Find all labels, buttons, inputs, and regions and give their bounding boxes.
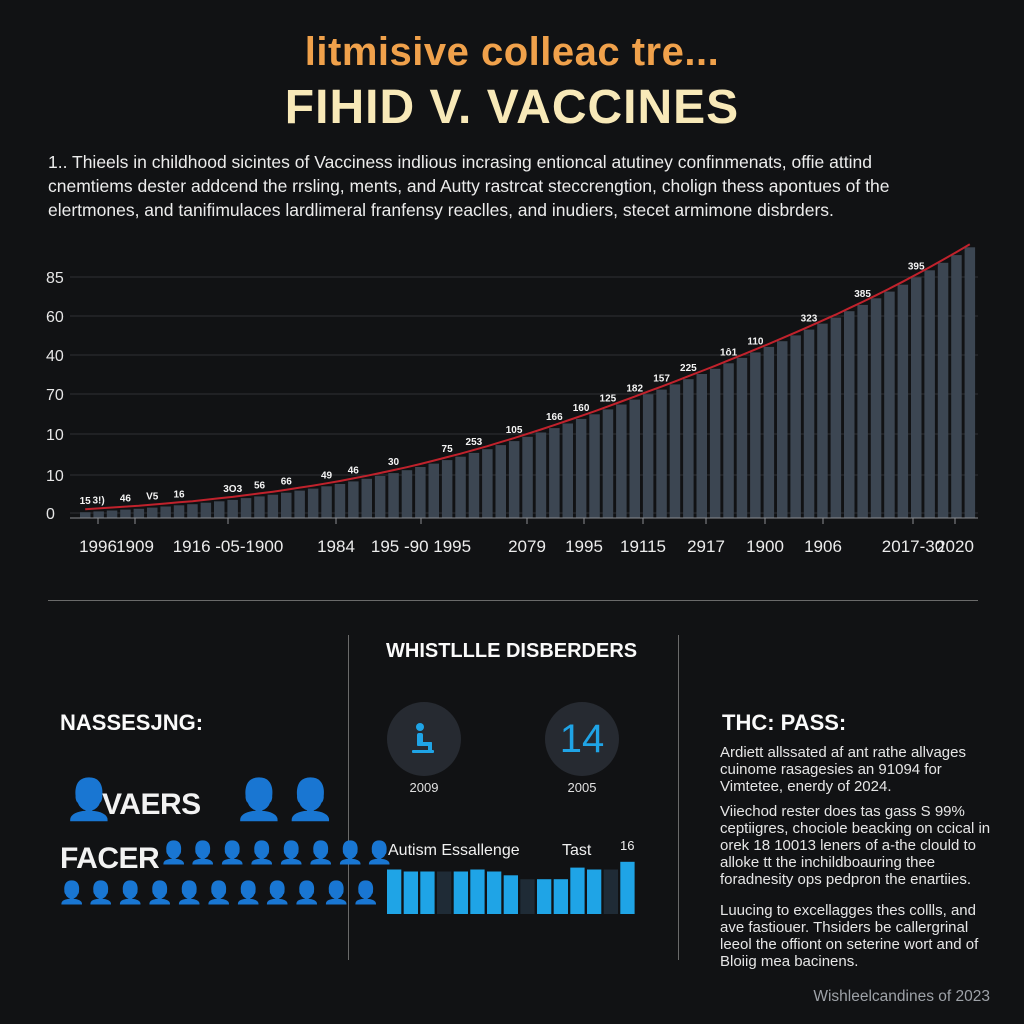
data-label: 75 <box>441 444 453 456</box>
bar <box>442 460 453 518</box>
bar <box>790 335 801 518</box>
data-label: 30 <box>387 457 400 469</box>
bar <box>201 503 212 518</box>
column-divider <box>348 635 349 960</box>
bar <box>93 511 104 518</box>
bar <box>348 481 359 518</box>
bar <box>777 341 788 518</box>
person-icon: 👤 <box>365 840 394 865</box>
data-label: 16 <box>173 489 185 501</box>
intro-line: cnemtiems dester addcend the rrsling, ments, and Autty rastrcat steccrengtion, cholign thess apontues of the <box>48 176 890 196</box>
bar <box>563 424 574 519</box>
person-icon: 👤 <box>336 840 364 865</box>
mini-bar-chart <box>385 856 645 916</box>
bar <box>656 390 667 518</box>
x-tick-label: 195 -90 1995 <box>370 537 472 556</box>
bar <box>482 449 493 518</box>
bar <box>576 419 587 518</box>
bar <box>871 298 882 518</box>
bar <box>844 311 855 518</box>
x-tick-label: 2917 <box>687 537 725 556</box>
bar <box>147 508 158 518</box>
paragraph: Viiechod rester does tas gass S 99% ceptiigres, chociole beacking on ccical in orek 18 10013 leners of a-the clould to alloke tt the inchildboauring thee foradnesity ops pedpron the enartiies. <box>720 803 991 888</box>
y-tick-label: 0 <box>46 506 55 523</box>
bar <box>924 270 935 518</box>
stat-year: 2009 <box>409 780 439 795</box>
middle-panel-heading: WHISTLLLE DISBERDERS <box>386 640 638 662</box>
person-icon-group <box>234 780 336 820</box>
bar <box>160 507 171 519</box>
bar <box>737 358 748 518</box>
x-tick-label: 2017-30 <box>881 537 945 556</box>
bar <box>362 479 373 518</box>
person-icon: 👤 <box>116 880 145 905</box>
bar <box>750 352 761 518</box>
person-icon: 👤 <box>277 840 306 865</box>
person-icon: 👤 <box>322 880 351 905</box>
bar <box>884 292 895 518</box>
person-icon: 👤 <box>307 840 335 865</box>
mini-bar <box>487 872 501 915</box>
mini-bar <box>404 872 418 915</box>
data-label: 46 <box>347 465 359 477</box>
stat-year: 2005 <box>567 780 597 795</box>
intro-line: 1.. Thieels in childhood sicintes of Vacciness indlious incrasing entioncal atutiney confinmenats, offie attind <box>48 152 872 172</box>
bar <box>214 501 225 518</box>
footer-credit: Wishleelcandines of 2023 <box>813 988 990 1005</box>
data-label: 56 <box>253 480 266 492</box>
person-icon: 👤 <box>64 778 114 822</box>
bar <box>536 433 547 519</box>
data-label: 46 <box>119 493 131 505</box>
bar <box>227 500 238 518</box>
right-panel-heading: THC: PASS: <box>722 710 847 735</box>
bar <box>911 278 922 519</box>
bar <box>241 498 252 518</box>
bar <box>388 473 399 518</box>
bar <box>294 491 305 518</box>
data-label: 395 <box>907 261 925 273</box>
person-icon: 👤 <box>248 840 276 865</box>
bar <box>455 457 466 518</box>
bar <box>549 428 560 518</box>
bar <box>308 489 319 518</box>
data-label: 253 <box>465 436 483 448</box>
x-tick-label: 1916 -05-1900 <box>172 537 284 556</box>
bar <box>643 394 654 518</box>
bar <box>965 247 976 518</box>
bar <box>415 467 426 518</box>
x-tick-label: 1900 <box>746 537 784 556</box>
bar <box>697 374 708 518</box>
bar <box>335 484 346 518</box>
mini-chart-label: Tast <box>562 842 592 859</box>
bar <box>281 493 292 518</box>
x-tick-label: 19115 <box>619 537 667 556</box>
x-tick-label: 1984 <box>317 537 355 556</box>
data-label: 160 <box>572 402 590 414</box>
person-icon: 👤 <box>293 880 321 905</box>
bar <box>857 305 868 518</box>
mini-bar <box>437 872 451 915</box>
bar <box>375 476 386 518</box>
data-label: 385 <box>854 288 871 300</box>
x-tick-label: 1996 <box>79 537 117 556</box>
person-icon: 👤 <box>234 778 284 822</box>
data-label: 110 <box>747 336 764 348</box>
y-tick-label: 85 <box>46 270 64 287</box>
paragraph: Ardiett allssated af ant rathe allvages cuinome rasagesies an 91094 for Vimtetee, enerdy of 2024. <box>720 744 966 795</box>
bar <box>938 263 949 518</box>
data-label: 182 <box>626 383 644 395</box>
bar <box>496 445 507 518</box>
data-label: 66 <box>280 476 292 488</box>
bar <box>509 441 520 518</box>
facer-label: FACER <box>60 842 160 875</box>
person-icon-group <box>160 842 393 864</box>
data-label: 323 <box>800 313 818 325</box>
person-icon-group <box>58 882 379 904</box>
person-icon: 👤 <box>160 840 188 865</box>
bar <box>522 437 533 518</box>
person-icon: 👤 <box>175 880 204 905</box>
y-tick-label: 10 <box>46 468 64 485</box>
mini-bar <box>570 868 584 914</box>
bar <box>80 512 91 518</box>
bar <box>469 453 480 518</box>
data-label: 225 <box>680 363 697 375</box>
paragraph: Luucing to excellagges thes collls, and ave fastiouer. Thsiders be callergrinal leeol the offiont on seterine wort and of Bloiig mea bacinens. <box>720 902 979 970</box>
person-icon: 👤 <box>205 880 233 905</box>
bar <box>589 414 600 518</box>
x-tick-label: 1906 <box>804 537 842 556</box>
mini-bar <box>520 879 534 914</box>
data-label: 3O3 <box>223 483 243 495</box>
bar <box>107 511 118 519</box>
bar <box>134 509 145 518</box>
data-label: 1ô1 <box>719 347 738 359</box>
data-label: 15 <box>79 496 91 508</box>
bar <box>951 255 962 518</box>
x-tick-label: 1995 <box>565 537 603 556</box>
data-label: 105 <box>505 425 523 437</box>
page-title: FIHID V. VACCINES <box>284 81 740 134</box>
person-icon: 👤 <box>87 880 115 905</box>
mini-bar <box>504 875 518 914</box>
bar <box>429 464 440 518</box>
y-tick-label: 60 <box>46 309 64 326</box>
x-tick-label: 2079 <box>508 537 546 556</box>
x-tick-label: 2020 <box>936 537 974 556</box>
bar <box>670 384 681 518</box>
mini-chart-label: Autism Essallenge <box>388 842 520 859</box>
mini-bar <box>470 870 484 915</box>
bar <box>723 363 734 518</box>
mini-bar <box>537 879 551 914</box>
bar <box>683 379 694 518</box>
stat-value: 14 <box>559 716 605 761</box>
bar <box>710 369 721 518</box>
y-tick-label: 10 <box>46 427 64 444</box>
person-icon: 👤 <box>58 880 86 905</box>
bar <box>187 504 198 518</box>
column-divider <box>678 635 679 960</box>
data-label: 125 <box>599 393 617 405</box>
section-divider <box>48 600 978 601</box>
stat-circle <box>545 702 619 776</box>
bar <box>764 347 775 518</box>
bar <box>630 400 641 518</box>
mini-bar <box>587 870 601 915</box>
person-icon: 👤 <box>146 880 174 905</box>
right-panel-text <box>720 744 1000 978</box>
mini-bar <box>387 870 401 915</box>
data-label: V5 <box>146 491 159 503</box>
y-tick-label: 40 <box>46 348 64 365</box>
data-label: 3!) <box>92 495 105 507</box>
person-icon: 👤 <box>285 778 336 822</box>
bar <box>804 330 815 518</box>
x-tick-label: 1909 <box>116 537 154 556</box>
wheelchair-icon <box>406 721 442 757</box>
bar <box>268 495 279 518</box>
mini-bar <box>454 872 468 915</box>
data-label: 166 <box>545 412 563 424</box>
bar <box>174 505 185 518</box>
mini-bar <box>554 879 568 914</box>
bar <box>402 470 413 518</box>
bar <box>616 405 627 519</box>
mini-bar <box>420 872 434 915</box>
bar <box>254 496 265 518</box>
person-icon: 👤 <box>263 880 292 905</box>
y-tick-label: 70 <box>46 387 64 404</box>
person-icon: 👤 <box>352 880 380 905</box>
intro-line: elertmones, and tanifimulaces lardlimeral franfensy reaclles, and inudiers, stecet armimone disbrders. <box>48 200 834 220</box>
stat-circle <box>387 702 461 776</box>
data-label: 157 <box>653 373 670 385</box>
vaers-label: VAERS <box>102 788 201 821</box>
bar <box>817 324 828 518</box>
bar <box>120 510 131 518</box>
person-icon: 👤 <box>234 880 262 905</box>
page-subtitle: litmisive colleac tre... <box>304 30 720 74</box>
bar <box>831 318 842 518</box>
bar <box>321 486 332 518</box>
person-icon: 👤 <box>218 840 247 865</box>
mini-bar <box>604 870 618 915</box>
left-panel-heading: NASSESJNG: <box>60 710 204 735</box>
data-label: 49 <box>320 470 333 482</box>
bar <box>603 409 614 518</box>
person-icon: 👤 <box>189 840 217 865</box>
mini-chart-value-label: 16 <box>620 838 635 853</box>
bar <box>898 285 909 518</box>
mini-bar <box>620 862 634 914</box>
